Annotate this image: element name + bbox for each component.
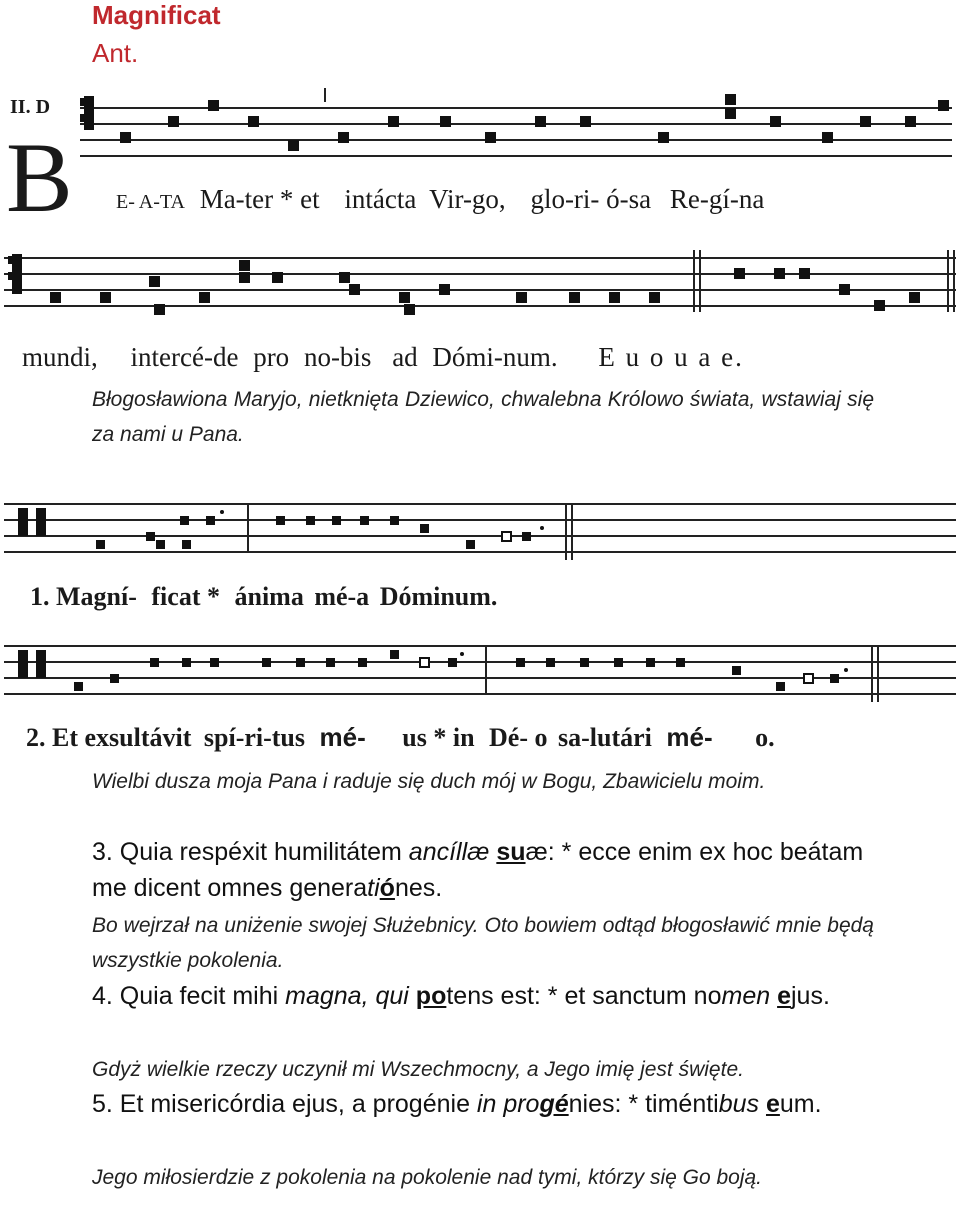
syllable: intácta [344,184,417,214]
verse-text: tens est: * et sanctum no [446,982,722,1010]
verse-text: nies: * timénti [568,1090,719,1118]
verse-3 [92,834,882,906]
syllable: 1. Magní- [30,582,137,611]
verse-text: bus [718,1090,760,1118]
verse-4 [92,978,882,1014]
verse-text [409,982,416,1010]
syllable: ficat * [151,582,220,611]
syllable: 2. Et exsultávit [26,723,192,752]
verse-text: magna, qui [285,982,409,1010]
accent-syllable: po [415,982,447,1010]
antiphon-translation: Błogosławiona Maryjo, nietknięta Dziewico, chwalebna Królowo świata, wstawiaj się za nami u Pana. [92,388,874,446]
syllable: intercé-de [130,342,239,372]
syllable: mundi, [22,342,98,372]
syllable: mé-a [314,582,370,611]
verse-text: men [721,982,771,1010]
syllable: us * in [402,723,475,752]
verse-text [759,1090,766,1118]
accent-syllable: e [777,982,791,1010]
verse-5 [92,1086,882,1122]
verse3-translation: Bo wejrzał na uniżenie swojej Służebnicy. Oto bowiem odtąd błogosławić mnie będą wszystkie pokolenia. [92,914,874,972]
verse-text: 3. Quia respéxit humilitátem [92,838,409,866]
syllable: ó-sa [606,184,652,214]
syllable: no-bis [303,342,372,372]
syllable: E- A-TA [116,191,185,213]
verse4-translation: Gdyż wielkie rzeczy uczynił mi Wszechmocny, a Jego imię jest święte. [92,1058,744,1081]
accent-syllable: gé [539,1090,569,1118]
syllable: Dé- o [489,723,548,752]
syllable: pro [253,342,290,372]
verse-text: in pro [476,1090,540,1118]
syllable: sa-lutári [558,723,652,752]
lyrics-line-4 [26,722,775,753]
mode-label: II. D [10,96,51,118]
syllable: Vir-go, [429,184,506,214]
accent-syllable: e [765,1090,780,1118]
syllable: Ma-ter * et [199,184,320,214]
syllable: Dóminum. [379,582,498,611]
syllable: mé- [319,722,366,752]
syllable: E u o u a e. [598,342,744,372]
verse-text: ti [367,874,380,902]
lyrics-line-2 [22,342,744,373]
verse-text: ancíllæ [408,838,490,866]
accent-syllable: su [496,838,526,866]
staff-1 [80,88,952,158]
syllable: Re-gí-na [669,184,765,214]
verse-text: um. [779,1090,822,1118]
syllable: mé- [666,722,713,752]
verse-text: jus. [791,982,830,1010]
syllable: spí-ri-tus [203,723,306,752]
accent-syllable: ó [379,874,395,902]
page-title: Magnificat [92,0,221,30]
staff-4 [4,640,956,710]
staff-2 [4,242,956,322]
syllable: ad [392,342,418,372]
verse2-translation: Wielbi dusza moja Pana i raduje się duch mój w Bogu, Zbawicielu moim. [92,770,766,793]
verse-text: 5. Et misericórdia ejus, a progénie [92,1090,477,1118]
verse-text: nes. [394,874,443,902]
lyrics-line-3 [30,582,497,612]
syllable: Dómi-num. [432,342,558,372]
syllable: glo-ri- [530,184,600,214]
antiphon-label: Ant. [92,38,139,68]
syllable: o. [755,723,775,752]
lyrics-line-1 [116,184,764,215]
verse5-translation: Jego miłosierdzie z pokolenia na pokolenie nad tymi, którzy się Go boją. [92,1166,763,1189]
syllable: ánima [234,582,304,611]
verse-text: 4. Quia fecit mihi [92,982,286,1010]
initial-letter: B [6,122,73,233]
verse-text: æ: * ecce enim ex hoc beátam me dicent omnes genera [92,838,864,902]
staff-3 [4,498,956,568]
